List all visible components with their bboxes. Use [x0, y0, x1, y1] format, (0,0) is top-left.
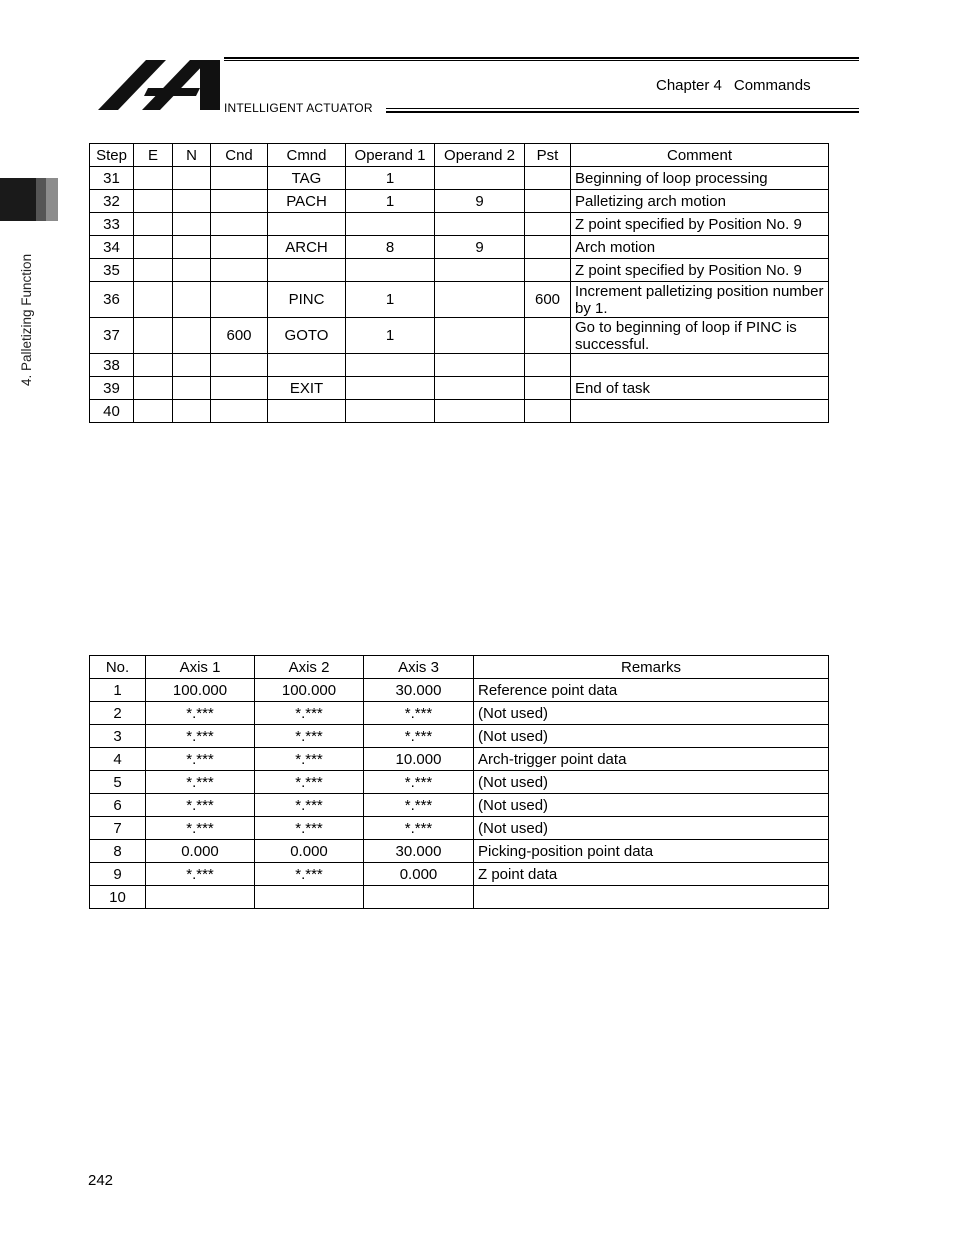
- col-no: No.: [90, 656, 146, 679]
- cell-step: 36: [90, 282, 134, 318]
- table-row: [90, 190, 829, 213]
- cell-step: 34: [90, 236, 134, 259]
- cell-e: [134, 190, 173, 213]
- cell-no: 8: [90, 840, 146, 863]
- cell-axis-2: *.***: [255, 725, 364, 748]
- cell-operand-1: [346, 354, 435, 377]
- col-axis-1: Axis 1: [146, 656, 255, 679]
- cell-axis-1: [146, 886, 255, 909]
- table-row: [90, 213, 829, 236]
- cell-operand-2: [435, 400, 525, 423]
- cell-comment: Increment palletizing position number by 1.: [571, 282, 829, 318]
- cell-axis-1: *.***: [146, 725, 255, 748]
- cell-remarks: Z point data: [474, 863, 829, 886]
- cell-n: [173, 377, 211, 400]
- cell-no: 4: [90, 748, 146, 771]
- cell-e: [134, 400, 173, 423]
- cell-no: 9: [90, 863, 146, 886]
- table-row: [90, 318, 829, 354]
- cell-axis-3: *.***: [364, 771, 474, 794]
- cell-n: [173, 236, 211, 259]
- cell-step: 39: [90, 377, 134, 400]
- chapter-heading: [656, 77, 811, 94]
- col-axis-3: Axis 3: [364, 656, 474, 679]
- table-row: [90, 377, 829, 400]
- cell-no: 10: [90, 886, 146, 909]
- cell-axis-3: *.***: [364, 817, 474, 840]
- cell-cnd: [211, 213, 268, 236]
- cell-remarks: (Not used): [474, 794, 829, 817]
- header-rule-bottom: [386, 108, 859, 113]
- cell-step: 33: [90, 213, 134, 236]
- table-row: [90, 282, 829, 318]
- cell-axis-2: *.***: [255, 748, 364, 771]
- col-cmnd: Cmnd: [268, 144, 346, 167]
- cell-remarks: (Not used): [474, 817, 829, 840]
- table-row: [90, 748, 829, 771]
- cell-e: [134, 354, 173, 377]
- cell-axis-2: 0.000: [255, 840, 364, 863]
- cell-axis-2: *.***: [255, 794, 364, 817]
- table-row: [90, 840, 829, 863]
- cell-comment: Z point specified by Position No. 9: [571, 213, 829, 236]
- position-table: [89, 655, 829, 909]
- chapter-label: Chapter 4: [656, 77, 722, 94]
- cell-remarks: (Not used): [474, 725, 829, 748]
- cell-n: [173, 167, 211, 190]
- cell-no: 2: [90, 702, 146, 725]
- cell-n: [173, 213, 211, 236]
- cell-axis-3: *.***: [364, 725, 474, 748]
- cell-pst: 600: [525, 282, 571, 318]
- cell-axis-1: *.***: [146, 817, 255, 840]
- cell-remarks: Arch-trigger point data: [474, 748, 829, 771]
- cell-cnd: [211, 400, 268, 423]
- col-cnd: Cnd: [211, 144, 268, 167]
- cell-no: 3: [90, 725, 146, 748]
- cell-axis-2: *.***: [255, 771, 364, 794]
- cell-pst: [525, 259, 571, 282]
- cell-step: 38: [90, 354, 134, 377]
- cell-axis-3: 10.000: [364, 748, 474, 771]
- cell-e: [134, 377, 173, 400]
- cell-n: [173, 400, 211, 423]
- col-operand-2: Operand 2: [435, 144, 525, 167]
- cell-operand-2: [435, 167, 525, 190]
- cell-cnd: [211, 282, 268, 318]
- table-row: [90, 725, 829, 748]
- cell-comment: End of task: [571, 377, 829, 400]
- cell-operand-1: 8: [346, 236, 435, 259]
- col-step: Step: [90, 144, 134, 167]
- cell-cnd: 600: [211, 318, 268, 354]
- iai-logo: [96, 58, 220, 112]
- cell-operand-1: 1: [346, 190, 435, 213]
- cell-operand-1: [346, 400, 435, 423]
- cell-axis-2: [255, 886, 364, 909]
- cell-operand-2: [435, 282, 525, 318]
- cell-pst: [525, 377, 571, 400]
- cell-axis-3: [364, 886, 474, 909]
- table-row: [90, 167, 829, 190]
- cell-cnd: [211, 167, 268, 190]
- cell-axis-2: *.***: [255, 817, 364, 840]
- cell-step: 37: [90, 318, 134, 354]
- table-row: [90, 702, 829, 725]
- cell-cmnd: [268, 259, 346, 282]
- cell-operand-1: [346, 213, 435, 236]
- cell-cmnd: TAG: [268, 167, 346, 190]
- cell-comment: Beginning of loop processing: [571, 167, 829, 190]
- cell-pst: [525, 354, 571, 377]
- cell-cmnd: ARCH: [268, 236, 346, 259]
- program-table: [89, 143, 829, 423]
- cell-operand-1: [346, 259, 435, 282]
- table-row: [90, 259, 829, 282]
- cell-remarks: (Not used): [474, 771, 829, 794]
- tab-block-light: [46, 178, 58, 221]
- page-number: 242: [88, 1172, 114, 1189]
- cell-operand-2: [435, 377, 525, 400]
- table-row: [90, 771, 829, 794]
- section-tab-marker: [0, 178, 58, 221]
- cell-pst: [525, 318, 571, 354]
- table-row: [90, 236, 829, 259]
- table-row: [90, 400, 829, 423]
- section-tab-label: 4. Palletizing Function: [19, 253, 34, 386]
- col-operand-1: Operand 1: [346, 144, 435, 167]
- col-n: N: [173, 144, 211, 167]
- cell-no: 7: [90, 817, 146, 840]
- position-table-header: [90, 656, 829, 679]
- cell-no: 6: [90, 794, 146, 817]
- cell-comment: Go to beginning of loop if PINC is successful.: [571, 318, 829, 354]
- header-rule-top: [224, 57, 859, 62]
- program-table-header: [90, 144, 829, 167]
- col-pst: Pst: [525, 144, 571, 167]
- cell-axis-2: *.***: [255, 702, 364, 725]
- cell-e: [134, 167, 173, 190]
- cell-operand-2: [435, 213, 525, 236]
- cell-operand-2: [435, 259, 525, 282]
- cell-operand-2: [435, 354, 525, 377]
- cell-pst: [525, 190, 571, 213]
- cell-comment: [571, 400, 829, 423]
- cell-cnd: [211, 236, 268, 259]
- cell-n: [173, 282, 211, 318]
- table-row: [90, 679, 829, 702]
- col-axis-2: Axis 2: [255, 656, 364, 679]
- col-comment: Comment: [571, 144, 829, 167]
- tab-block-dark: [0, 178, 36, 221]
- cell-operand-1: 1: [346, 167, 435, 190]
- cell-comment: Palletizing arch motion: [571, 190, 829, 213]
- cell-axis-3: *.***: [364, 794, 474, 817]
- col-remarks: Remarks: [474, 656, 829, 679]
- cell-operand-1: 1: [346, 318, 435, 354]
- table-row: [90, 863, 829, 886]
- cell-e: [134, 236, 173, 259]
- cell-step: 35: [90, 259, 134, 282]
- cell-n: [173, 318, 211, 354]
- cell-axis-2: 100.000: [255, 679, 364, 702]
- cell-axis-3: 0.000: [364, 863, 474, 886]
- cell-axis-3: 30.000: [364, 840, 474, 863]
- table-row: [90, 817, 829, 840]
- cell-operand-1: [346, 377, 435, 400]
- cell-pst: [525, 167, 571, 190]
- cell-axis-1: *.***: [146, 748, 255, 771]
- cell-e: [134, 213, 173, 236]
- cell-remarks: Reference point data: [474, 679, 829, 702]
- cell-operand-2: 9: [435, 236, 525, 259]
- cell-operand-2: [435, 318, 525, 354]
- cell-axis-1: *.***: [146, 702, 255, 725]
- cell-axis-2: *.***: [255, 863, 364, 886]
- cell-step: 40: [90, 400, 134, 423]
- cell-cnd: [211, 190, 268, 213]
- table-row: [90, 794, 829, 817]
- cell-n: [173, 259, 211, 282]
- cell-no: 1: [90, 679, 146, 702]
- cell-cnd: [211, 354, 268, 377]
- col-e: E: [134, 144, 173, 167]
- cell-n: [173, 190, 211, 213]
- cell-cmnd: GOTO: [268, 318, 346, 354]
- cell-remarks: Picking-position point data: [474, 840, 829, 863]
- cell-cmnd: [268, 400, 346, 423]
- cell-step: 31: [90, 167, 134, 190]
- cell-e: [134, 318, 173, 354]
- cell-axis-3: *.***: [364, 702, 474, 725]
- cell-cnd: [211, 377, 268, 400]
- cell-operand-2: 9: [435, 190, 525, 213]
- cell-cmnd: PACH: [268, 190, 346, 213]
- cell-axis-1: *.***: [146, 863, 255, 886]
- cell-comment: Arch motion: [571, 236, 829, 259]
- cell-remarks: (Not used): [474, 702, 829, 725]
- cell-comment: Z point specified by Position No. 9: [571, 259, 829, 282]
- cell-pst: [525, 236, 571, 259]
- cell-operand-1: 1: [346, 282, 435, 318]
- table-row: [90, 886, 829, 909]
- cell-pst: [525, 213, 571, 236]
- logo-text: INTELLIGENT ACTUATOR: [224, 101, 373, 115]
- cell-cmnd: [268, 354, 346, 377]
- cell-cmnd: EXIT: [268, 377, 346, 400]
- cell-axis-1: 0.000: [146, 840, 255, 863]
- tab-block-mid: [36, 178, 46, 221]
- cell-axis-3: 30.000: [364, 679, 474, 702]
- cell-comment: [571, 354, 829, 377]
- cell-axis-1: *.***: [146, 794, 255, 817]
- chapter-title: Commands: [733, 77, 811, 94]
- cell-axis-1: 100.000: [146, 679, 255, 702]
- cell-cmnd: [268, 213, 346, 236]
- cell-no: 5: [90, 771, 146, 794]
- cell-remarks: [474, 886, 829, 909]
- cell-step: 32: [90, 190, 134, 213]
- cell-e: [134, 259, 173, 282]
- cell-n: [173, 354, 211, 377]
- cell-cmnd: PINC: [268, 282, 346, 318]
- cell-axis-1: *.***: [146, 771, 255, 794]
- cell-cnd: [211, 259, 268, 282]
- cell-pst: [525, 400, 571, 423]
- cell-e: [134, 282, 173, 318]
- table-row: [90, 354, 829, 377]
